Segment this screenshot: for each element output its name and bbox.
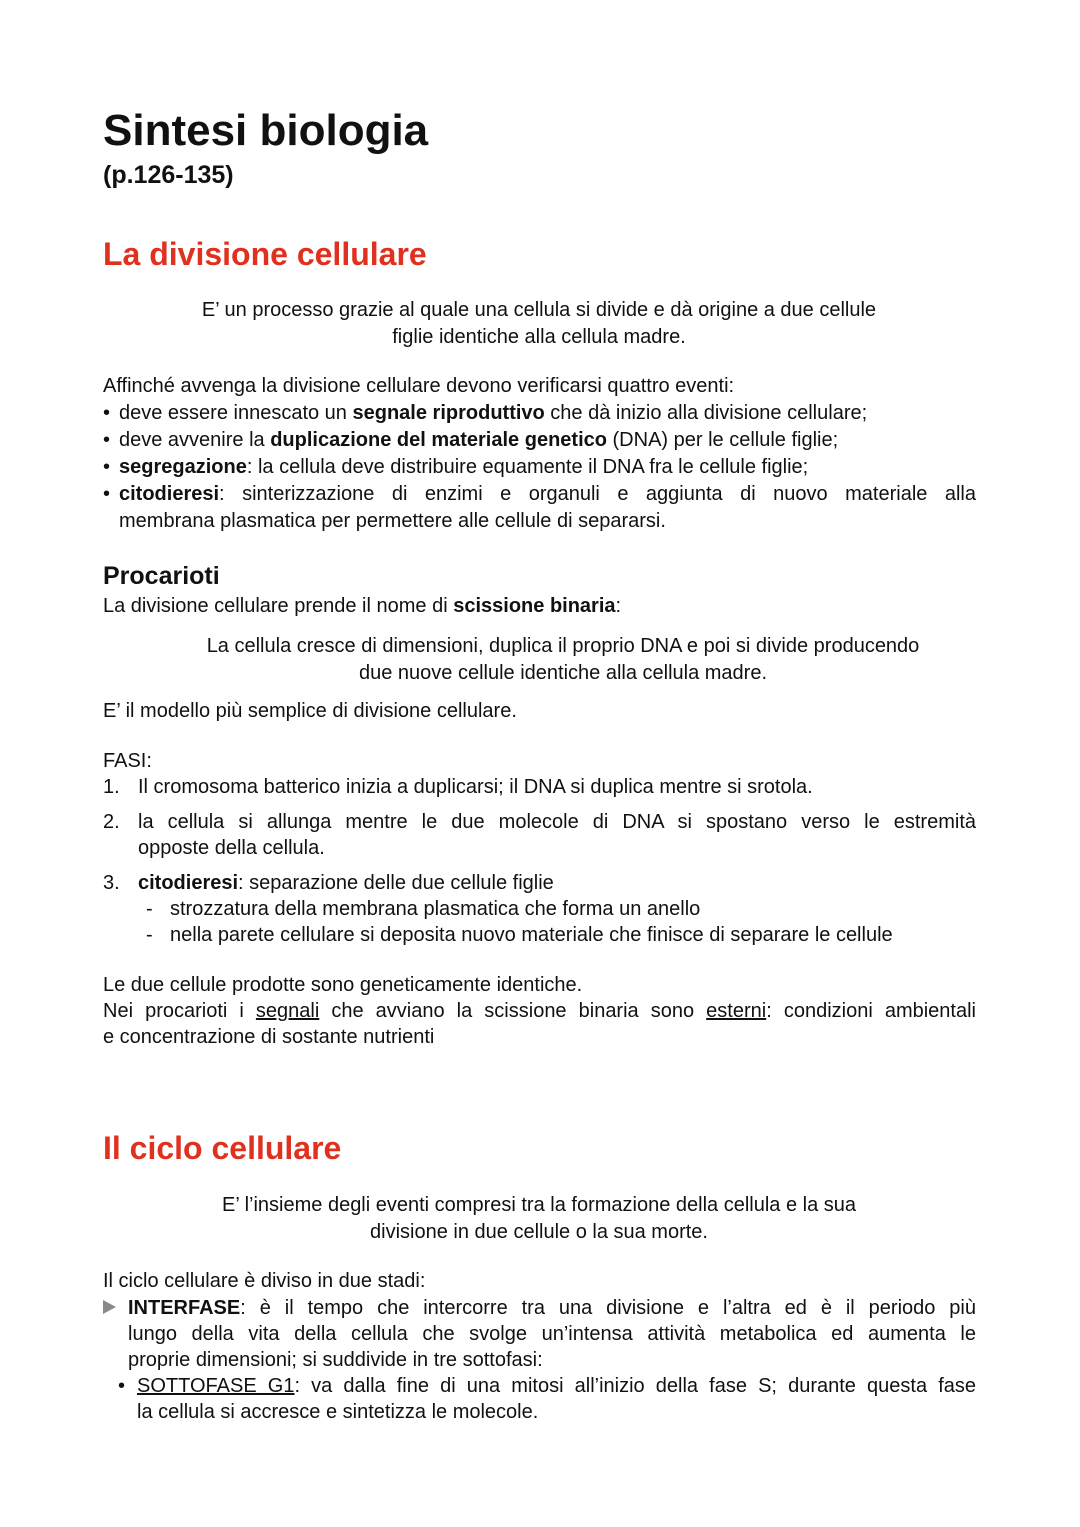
interfase-line: lungo della vita della cellula che svolge un’intensa attività metabolica ed aumenta le xyxy=(128,1323,976,1345)
bullet-dot-icon: • xyxy=(103,456,111,478)
step-text-continuation: opposte della cellula. xyxy=(138,837,325,859)
conclusion-line: Nei procarioti i segnali che avviano la scissione binaria sono esterni: condizioni ambientali xyxy=(103,1000,976,1022)
triangle-bullet-icon xyxy=(103,1300,116,1314)
dash-bullet-icon: - xyxy=(146,924,153,946)
event-item: deve essere innescato un segnale riproduttivo che dà inizio alla divisione cellulare; xyxy=(119,402,868,424)
bullet-dot-icon: • xyxy=(118,1375,126,1397)
subsection-heading-procarioti: Procarioti xyxy=(103,562,220,590)
definition-line: E’ un processo grazie al quale una cellula si divide e dà origine a due cellule xyxy=(201,299,877,321)
bullet-dot-icon: • xyxy=(103,429,111,451)
interfase-line: INTERFASE: è il tempo che intercorre tra una divisione e l’altra ed è il periodo più xyxy=(128,1297,976,1319)
section-heading-ciclo: Il ciclo cellulare xyxy=(103,1130,342,1166)
event-item: segregazione: la cellula deve distribuire equamente il DNA fra le cellule figlie; xyxy=(119,456,809,478)
definition-divisione xyxy=(103,297,975,351)
page-title: Sintesi biologia xyxy=(103,106,429,155)
conclusion-line: e concentrazione di sostante nutrienti xyxy=(103,1026,435,1048)
procarioti-intro: La divisione cellulare prende il nome di scissione binaria: xyxy=(103,595,622,617)
step-number: 3. xyxy=(103,872,120,894)
bullet-dot-icon: • xyxy=(103,402,111,424)
section-heading-divisione: La divisione cellulare xyxy=(103,236,427,272)
definition-ciclo xyxy=(103,1192,975,1246)
procarioti-quote xyxy=(103,633,1023,687)
definition-line: figlie identiche alla cellula madre. xyxy=(392,326,686,348)
g1-line: la cellula si accresce e sintetizza le molecole. xyxy=(137,1401,539,1423)
event-item: deve avvenire la duplicazione del materiale genetico (DNA) per le cellule figlie; xyxy=(119,429,839,451)
page-subtitle: (p.126-135) xyxy=(103,161,234,189)
step-number: 1. xyxy=(103,776,120,798)
step-text: Il cromosoma batterico inizia a duplicarsi; il DNA si duplica mentre si srotola. xyxy=(138,776,813,798)
event-item-continuation: membrana plasmatica per permettere alle cellule di separarsi. xyxy=(119,510,666,532)
definition-line: E’ l’insieme degli eventi compresi tra la formazione della cellula e la sua xyxy=(221,1194,856,1216)
conclusion-line: Le due cellule prodotte sono geneticamente identiche. xyxy=(103,974,583,996)
model-note: E’ il modello più semplice di divisione cellulare. xyxy=(103,700,517,722)
quote-line: due nuove cellule identiche alla cellula madre. xyxy=(358,662,768,684)
substep-item: nella parete cellulare si deposita nuovo materiale che finisce di separare le cellule xyxy=(170,924,893,946)
definition-line: divisione in due cellule o la sua morte. xyxy=(370,1221,708,1243)
step-number: 2. xyxy=(103,811,120,833)
bullet-dot-icon: • xyxy=(103,483,111,505)
step-text: la cellula si allunga mentre le due molecole di DNA si spostano verso le estremità xyxy=(138,811,976,833)
ciclo-intro: Il ciclo cellulare è diviso in due stadi: xyxy=(103,1270,426,1292)
event-item: citodieresi: sinterizzazione di enzimi e organuli e aggiunta di nuovo materiale alla xyxy=(119,483,976,505)
g1-line: SOTTOFASE G1: va dalla fine di una mitosi all’inizio della fase S; durante questa fase xyxy=(137,1375,977,1397)
interfase-line: proprie dimensioni; si suddivide in tre sottofasi: xyxy=(128,1349,543,1371)
events-intro: Affinché avvenga la divisione cellulare devono verificarsi quattro eventi: xyxy=(103,375,735,397)
dash-bullet-icon: - xyxy=(146,898,153,920)
fasi-label: FASI: xyxy=(103,750,152,772)
quote-line: La cellula cresce di dimensioni, duplica il proprio DNA e poi si divide producendo xyxy=(206,635,920,657)
substep-item: strozzatura della membrana plasmatica che forma un anello xyxy=(170,898,701,920)
step-text: citodieresi: separazione delle due cellule figlie xyxy=(138,872,554,894)
